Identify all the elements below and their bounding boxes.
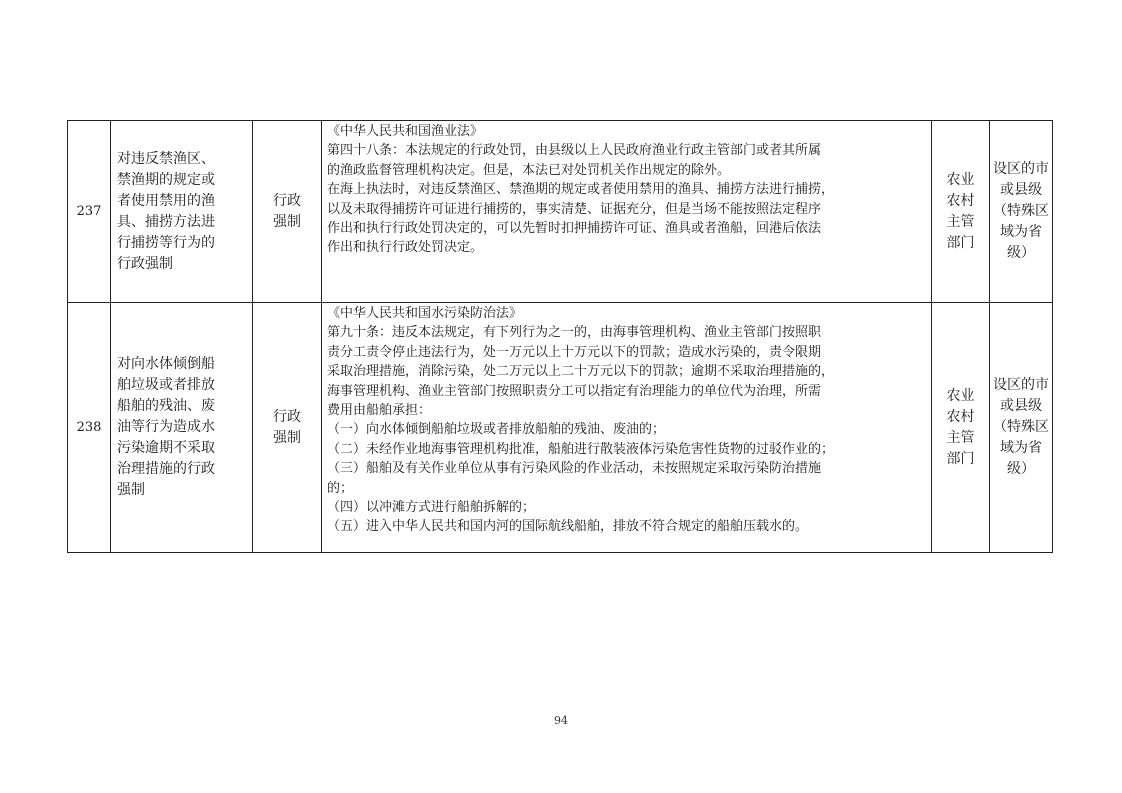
responsible-department (932, 303, 990, 553)
dept-line: 农业 (946, 171, 975, 188)
law-title: 《中华人民共和国水污染防治法》 (327, 306, 523, 321)
level-line: （特殊区 (993, 203, 1049, 219)
item-line: 禁渔期的规定或 (117, 171, 215, 188)
item-line: 对向水体倾倒船 (117, 356, 215, 372)
level-line: 域为省 (1000, 440, 1042, 456)
responsible-department (932, 121, 990, 303)
item-name (111, 121, 253, 303)
basis-line: 海事管理机构、渔业主管部门按照职责分工可以指定有治理能力的单位代为治理，所需 (327, 383, 822, 399)
basis-line: 第四十八条：本法规定的行政处罚，由县级以上人民政府渔业行政主管部门或者其所属 (327, 143, 822, 159)
item-line: 舶垃圾或者排放 (117, 377, 215, 393)
enforcement-type (253, 303, 322, 553)
enforcement-level (990, 303, 1053, 553)
item-name (111, 303, 253, 553)
basis-line: 采取治理措施，消除污染，处二万元以上二十万元以下的罚款；逾期不采取治理措施的， (327, 364, 835, 380)
item-line: 船舶的残油、废 (117, 398, 215, 414)
enforcement-level (990, 121, 1053, 303)
type-line: 行政 (273, 192, 301, 209)
level-line: 设区的市 (993, 161, 1049, 177)
basis-line: 的渔政监督管理机构决定。但是，本法已对处罚机关作出规定的除外。 (327, 162, 731, 178)
basis-line: （一）向水体倾倒船舶垃圾或者排放船舶的残油、废油的； (327, 422, 666, 438)
basis-line: （三）船舶及有关作业单位从事有污染风险的作业活动，未按照规定采取污染防治措施 (327, 461, 822, 477)
item-line: 者使用禁用的渔 (117, 192, 215, 209)
basis-line: （四）以冲滩方式进行船舶拆解的； (327, 500, 536, 516)
level-line: 设区的市 (993, 377, 1049, 393)
item-line: 行捕捞等行为的 (117, 234, 215, 251)
item-line: 对违反禁渔区、 (117, 150, 215, 167)
dept-line: 部门 (946, 450, 975, 467)
item-line: 具、捕捞方法进 (117, 213, 215, 230)
type-line: 强制 (273, 213, 301, 230)
table-row (68, 303, 1053, 553)
basis-line: （五）进入中华人民共和国内河的国际航线船舶，排放不符合规定的船舶压载水的。 (327, 519, 809, 535)
legal-basis (322, 121, 932, 303)
item-line: 强制 (117, 482, 145, 498)
level-line: 级） (1007, 461, 1035, 477)
level-line: 或县级 (1000, 398, 1042, 414)
row-number: 237 (68, 121, 111, 303)
dept-line: 农业 (946, 387, 975, 404)
dept-line: 主管 (946, 213, 975, 230)
item-line: 治理措施的行政 (117, 461, 215, 477)
dept-line: 农村 (946, 192, 975, 209)
item-line: 油等行为造成水 (117, 419, 215, 435)
level-line: （特殊区 (993, 419, 1049, 435)
dept-line: 部门 (946, 234, 975, 251)
basis-line: 在海上执法时，对违反禁渔区、禁渔期的规定或者使用禁用的渔具、捕捞方法进行捕捞， (327, 182, 835, 198)
item-line: 行政强制 (117, 255, 173, 272)
enforcement-type (253, 121, 322, 303)
level-line: 或县级 (1000, 182, 1042, 198)
basis-line: 以及未取得捕捞许可证进行捕捞的，事实清楚、证据充分，但是当场不能按照法定程序 (327, 201, 822, 217)
basis-line: 第九十条：违反本法规定，有下列行为之一的，由海事管理机构、渔业主管部门按照职 (327, 325, 822, 341)
row-number: 238 (68, 303, 111, 553)
basis-line: 的； (327, 480, 354, 496)
basis-line: 责分工责令停止违法行为，处一万元以上十万元以下的罚款；造成水污染的，责令限期 (327, 344, 822, 360)
basis-line: （二）未经作业地海事管理机构批准，船舶进行散装液体污染危害性货物的过驳作业的； (327, 441, 835, 457)
law-title: 《中华人民共和国渔业法》 (327, 124, 484, 139)
basis-line: 费用由船舶承担： (327, 403, 432, 419)
level-line: 级） (1007, 245, 1035, 261)
dept-line: 农村 (946, 408, 975, 425)
basis-line: 作出和执行行政处罚决定。 (327, 240, 484, 256)
type-line: 强制 (273, 429, 301, 446)
level-line: 域为省 (1000, 224, 1042, 240)
legal-basis (322, 303, 932, 553)
basis-line: 作出和执行行政处罚决定的，可以先暂时扣押捕捞许可证、渔具或者渔船，回港后依法 (327, 221, 822, 237)
dept-line: 主管 (946, 429, 975, 446)
law-enforcement-table (67, 120, 1053, 553)
table-row (68, 121, 1053, 303)
item-line: 污染逾期不采取 (117, 440, 215, 456)
type-line: 行政 (273, 408, 301, 425)
page-number: 94 (554, 714, 568, 727)
